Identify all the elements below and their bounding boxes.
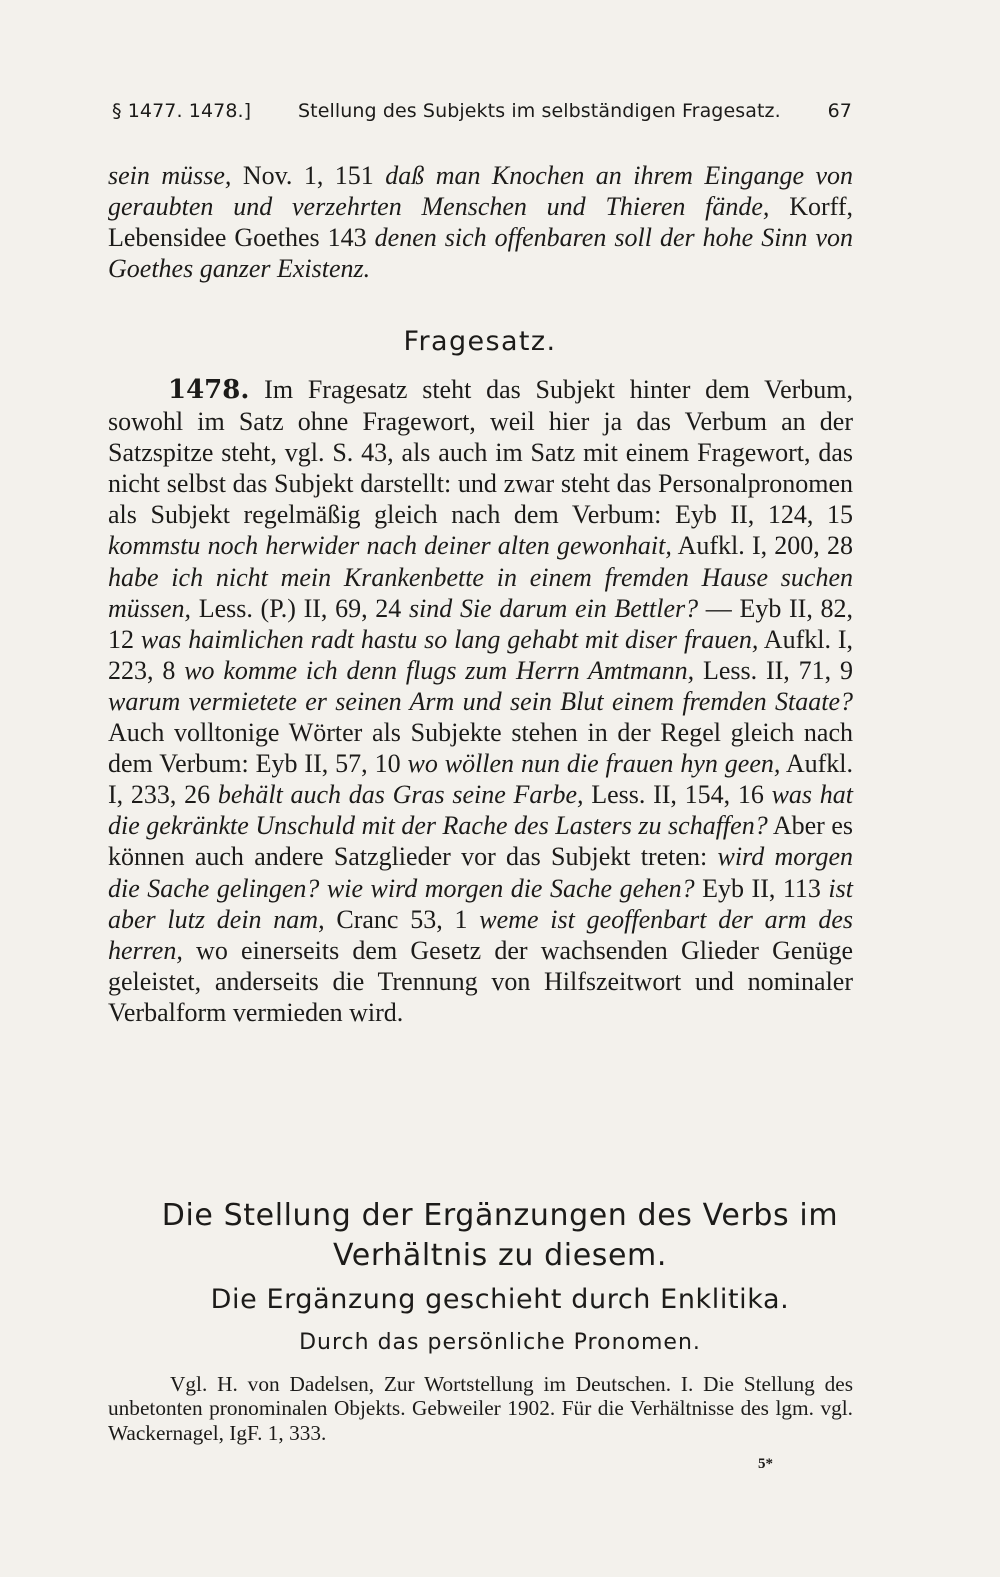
citation-quote: sind Sie darum ein Bettler? — [408, 593, 699, 623]
citation-quote: was haimlichen radt hastu so lang gehabt mit diser frauen, — [140, 624, 759, 654]
body-text: Korff, Lebensidee Goethes 143 — [108, 192, 853, 253]
body-text: Cranc 53, 1 — [324, 904, 480, 934]
page-number: 67 — [827, 100, 852, 122]
heading-subsub: Durch das persönliche Pronomen. — [299, 1330, 701, 1355]
citation-quote: ist aber lutz dein nam, — [108, 873, 853, 934]
heading-main-line-2: Verhältnis zu diesem. — [332, 1238, 668, 1273]
citation-quote: was hat die gekränkte Unschuld mit der Rache des Lasters zu schaffen? — [108, 780, 853, 841]
heading-fragesatz: Fragesatz. — [403, 326, 557, 357]
running-header — [112, 100, 852, 122]
section-number: 1478. — [168, 375, 250, 405]
body-text: wo einerseits dem Gesetz der wachsenden Glieder Genüge geleistet, anderseits die Trennung von Hilfszeitwort und nominaler Verbalform vermieden wird. — [108, 935, 853, 1027]
body-text: Eyb II, 113 — [694, 873, 829, 903]
citation-quote: wird morgen die Sache gelingen? wie wird morgen die Sache gehen? — [108, 842, 853, 903]
citation-quote: wo wöllen nun die frauen hyn geen, — [407, 749, 781, 779]
citation-quote: daß man Knochen an ihrem Eingange von geraubten und verzehrten Menschen und Thieren fände, — [108, 161, 854, 222]
citation-quote: kommstu noch herwider nach deiner alten gewonhait, — [108, 531, 672, 561]
heading-main — [70, 1196, 930, 1276]
continued-paragraph-text — [108, 160, 853, 284]
body-text: Aufkl. I, 233, 26 — [108, 749, 853, 810]
citation-quote: warum vermietete er seinen Arm und sein Blut einem fremden Staate? — [108, 686, 853, 716]
body-text: Aufkl. I, 200, 28 — [671, 531, 853, 561]
paragraph-1478-text — [108, 374, 853, 1028]
citation-quote: weme ist geoffenbart der arm des herren, — [108, 904, 853, 965]
bibliography-note: Vgl. H. von Dadelsen, Zur Wortstellung im Deutschen. I. Die Stellung des unbetonten pronominalen Objekts. Gebweiler 1902. Für die Verhältnisse des lgm. vgl. Wackernagel, IgF. 1, 333. — [108, 1372, 853, 1445]
body-text: Auch volltonige Wörter als Subjekte stehen in der Regel gleich nach dem Verbum: Eyb II, 57, 10 — [108, 718, 853, 779]
header-title: Stellung des Subjekts im selbständigen Fragesatz. — [298, 100, 781, 122]
body-text: Im Fragesatz steht das Subjekt hinter dem Verbum, sowohl im Satz ohne Fragewort, weil hier ja das Verbum an der Satzspitze steht, vgl. S. 43, als auch im Satz mit einem Fragewort, das nicht selbst das Subjekt darstellt: und zwar steht das Personalpronomen als Subjekt regelmäßig gleich nach dem Verbum: Eyb II, 124, 15 — [108, 375, 853, 530]
body-text: — Eyb II, 82, 12 — [108, 593, 853, 654]
citation-quote: sein müsse, — [108, 161, 232, 190]
heading-sub: Die Ergänzung geschieht durch Enklitika. — [210, 1284, 790, 1315]
body-text: Less. II, 71, 9 — [694, 655, 853, 685]
signature-mark: 5* — [758, 1456, 773, 1472]
citation-quote: habe ich nicht mein Krankenbette in einem fremden Hause suchen müssen, — [108, 562, 853, 623]
paragraph-1478 — [108, 374, 853, 1028]
body-text: Nov. 1, 151 — [231, 161, 386, 190]
header-section-ref: § 1477. 1478.] — [112, 100, 252, 122]
citation-quote: denen sich offenbaren soll der hohe Sinn von Goethes ganzer Existenz. — [108, 223, 853, 284]
body-text: Aber es können auch andere Satzglieder vor das Subjekt treten: — [108, 811, 853, 872]
body-text: Aufkl. I, 223, 8 — [108, 624, 853, 685]
continued-paragraph — [108, 160, 853, 284]
citation-quote: behält auch das Gras seine Farbe, — [217, 780, 584, 810]
body-text: Less. II, 154, 16 — [583, 780, 772, 810]
body-text: Less. (P.) II, 69, 24 — [191, 593, 409, 623]
heading-main-line-1: Die Stellung der Ergänzungen des Verbs im — [161, 1198, 839, 1233]
citation-quote: wo komme ich denn flugs zum Herrn Amtmann, — [184, 655, 695, 685]
